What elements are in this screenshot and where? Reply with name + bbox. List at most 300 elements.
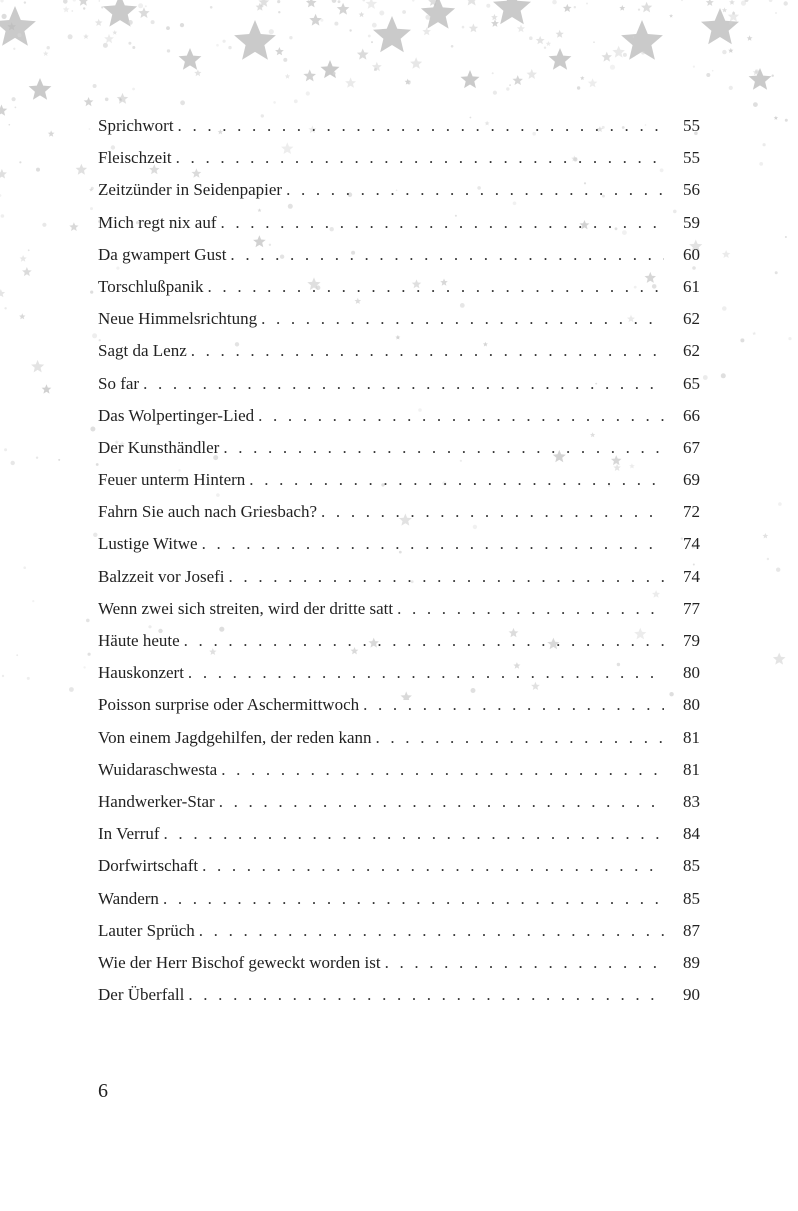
toc-entry[interactable] — [98, 657, 700, 689]
star-shape — [76, 164, 88, 175]
star-dot — [785, 119, 788, 122]
star-dot — [90, 427, 95, 432]
toc-entry[interactable] — [98, 174, 700, 206]
star-dot — [167, 49, 170, 52]
toc-leader-dots — [376, 722, 665, 754]
star-dot — [729, 21, 733, 25]
toc-entry-page: 89 — [683, 952, 700, 972]
star-shape — [104, 34, 114, 43]
toc-entry[interactable] — [98, 561, 700, 593]
star-dot — [681, 0, 683, 1]
page-number: 6 — [98, 1080, 108, 1102]
star-shape — [138, 7, 149, 18]
star-shape — [465, 0, 478, 6]
toc-leader-dots — [286, 174, 664, 206]
star-dot — [12, 97, 16, 101]
table-of-contents — [98, 110, 700, 1011]
star-dot — [320, 19, 323, 22]
toc-leader-dots — [191, 335, 664, 367]
toc-leader-dots — [385, 947, 664, 979]
star-dot — [544, 47, 546, 49]
toc-leader-dots — [261, 303, 664, 335]
star-dot — [16, 654, 18, 656]
toc-entry-page: 62 — [683, 309, 700, 329]
star-dot — [759, 162, 763, 166]
star-shape — [366, 0, 378, 9]
star-dot — [2, 14, 7, 19]
star-dot — [145, 5, 147, 7]
toc-entry-page: 85 — [683, 856, 700, 876]
star-dot — [36, 168, 40, 172]
star-dot — [574, 6, 576, 8]
star-dot — [763, 143, 766, 146]
star-dot — [693, 66, 695, 68]
toc-leader-dots — [184, 625, 664, 657]
toc-entry-title: In Verruf — [98, 824, 160, 844]
star-dot — [425, 15, 430, 20]
toc-entry-page: 80 — [683, 663, 700, 683]
star-shape — [422, 27, 431, 35]
toc-leader-dots — [397, 593, 664, 625]
star-dot — [283, 58, 287, 62]
star-dot — [729, 86, 733, 90]
toc-entry-page: 61 — [683, 276, 700, 296]
star-shape — [357, 49, 369, 60]
star-dot — [372, 23, 377, 28]
star-dot — [86, 619, 90, 623]
toc-entry[interactable] — [98, 400, 700, 432]
star-shape — [728, 48, 733, 53]
star-dot — [23, 566, 26, 569]
star-shape — [563, 4, 572, 12]
star-dot — [486, 4, 490, 8]
star-dot — [93, 533, 97, 537]
star-dot — [92, 333, 97, 338]
star-shape — [580, 76, 584, 80]
star-dot — [371, 41, 373, 43]
star-dot — [0, 0, 3, 3]
toc-entry-title: Zeitzünder in Seidenpapier — [98, 180, 283, 200]
star-dot — [277, 0, 280, 3]
toc-entry-title: Fleischzeit — [98, 148, 172, 168]
star-dot — [83, 7, 85, 9]
toc-entry-page: 55 — [683, 116, 700, 135]
star-dot — [83, 666, 85, 668]
star-shape — [117, 93, 128, 104]
toc-entry-page: 85 — [683, 888, 700, 908]
star-dot — [11, 461, 15, 465]
toc-entry-title: Neue Himmelsrichtung — [98, 309, 258, 329]
star-dot — [63, 0, 68, 4]
star-shape — [747, 35, 753, 41]
star-dot — [407, 80, 411, 84]
star-dot — [529, 36, 533, 40]
star-dot — [732, 12, 735, 15]
star-dot — [32, 600, 34, 602]
toc-entry-page: 66 — [683, 405, 700, 425]
toc-entry-title: Da gwampert Gust — [98, 244, 227, 264]
star-dot — [509, 84, 511, 86]
star-dot — [128, 42, 131, 45]
star-dot — [47, 46, 50, 49]
toc-entry-page: 80 — [683, 695, 700, 715]
toc-entry[interactable] — [98, 432, 700, 464]
toc-entry[interactable] — [98, 947, 700, 979]
toc-entry[interactable] — [98, 625, 700, 657]
toc-entry-title: Dorfwirtschaft — [98, 856, 199, 876]
toc-entry[interactable] — [98, 915, 700, 947]
star-dot — [740, 338, 744, 342]
star-shape — [22, 267, 32, 276]
toc-entry-page: 74 — [683, 566, 700, 586]
star-shape — [612, 46, 625, 58]
toc-entry-page: 65 — [683, 373, 700, 393]
star-dot — [506, 87, 509, 90]
star-dot — [593, 41, 595, 43]
star-shape — [752, 332, 756, 336]
toc-leader-dots — [221, 754, 664, 786]
star-shape — [491, 14, 498, 20]
star-dot — [333, 72, 336, 75]
toc-entry-page: 67 — [683, 437, 700, 457]
star-shape — [469, 24, 478, 33]
toc-leader-dots — [202, 850, 664, 882]
toc-entry-page: 62 — [683, 341, 700, 361]
star-dot — [633, 36, 635, 38]
star-dot — [24, 1, 26, 3]
toc-entry[interactable] — [98, 110, 700, 142]
toc-leader-dots — [249, 464, 664, 496]
star-shape — [763, 533, 769, 538]
star-dot — [1, 214, 5, 218]
toc-entry-page: 56 — [683, 180, 700, 200]
toc-leader-dots — [188, 979, 664, 1011]
star-shape — [461, 70, 480, 88]
star-dot — [289, 36, 292, 39]
toc-entry-title: So far — [98, 373, 140, 393]
star-dot — [785, 236, 787, 238]
star-shape — [63, 6, 70, 12]
star-dot — [363, 0, 366, 1]
toc-leader-dots — [258, 400, 664, 432]
star-shape — [556, 30, 564, 38]
star-shape — [546, 41, 551, 46]
star-dot — [374, 68, 377, 71]
star-dot — [27, 677, 30, 680]
toc-entry[interactable] — [98, 754, 700, 786]
toc-leader-dots — [229, 561, 664, 593]
toc-leader-dots — [223, 432, 664, 464]
star-dot — [216, 44, 219, 47]
star-dot — [128, 20, 133, 25]
toc-entry-page: 77 — [683, 598, 700, 618]
star-dot — [334, 22, 338, 26]
star-dot — [638, 9, 640, 11]
star-dot — [151, 20, 155, 24]
toc-entry[interactable] — [98, 335, 700, 367]
toc-entry-title: Sprichwort — [98, 116, 174, 135]
toc-entry-page: 69 — [683, 470, 700, 490]
star-dot — [68, 34, 73, 39]
star-dot — [166, 26, 170, 30]
toc-entry-title: Das Wolpertinger-Lied — [98, 405, 255, 425]
toc-entry-title: Lustige Witwe — [98, 534, 198, 554]
toc-entry-page: 83 — [683, 791, 700, 811]
star-dot — [4, 448, 7, 451]
toc-entry-title: Mich regt nix auf — [98, 212, 217, 232]
toc-entry-page: 74 — [683, 534, 700, 554]
star-shape — [83, 34, 89, 39]
toc-leader-dots — [202, 528, 664, 560]
star-shape — [669, 14, 673, 18]
toc-entry[interactable] — [98, 142, 700, 174]
star-dot — [9, 124, 11, 126]
toc-entry[interactable] — [98, 368, 700, 400]
star-dot — [90, 207, 93, 210]
star-shape — [773, 653, 786, 665]
star-dot — [132, 46, 135, 49]
toc-entry-page: 81 — [683, 759, 700, 779]
star-shape — [513, 75, 523, 85]
toc-entry[interactable] — [98, 271, 700, 303]
star-shape — [112, 30, 117, 35]
toc-entry[interactable] — [98, 528, 700, 560]
toc-leader-dots — [163, 883, 664, 915]
star-dot — [412, 0, 414, 2]
star-dot — [105, 98, 109, 102]
star-shape — [602, 52, 613, 62]
star-dot — [753, 102, 758, 107]
star-dot — [19, 161, 21, 163]
toc-entry-title: Poisson surprise oder Aschermittwoch — [98, 695, 360, 715]
star-shape — [95, 19, 103, 26]
star-shape — [42, 384, 52, 393]
star-dot — [101, 6, 103, 8]
star-dot — [88, 653, 91, 656]
toc-entry-title: Fahrn Sie auch nach Griesbach? — [98, 502, 318, 522]
toc-leader-dots — [199, 915, 664, 947]
toc-leader-dots — [363, 689, 664, 721]
star-shape — [321, 60, 340, 78]
star-dot — [586, 3, 588, 5]
star-dot — [0, 194, 1, 197]
star-dot — [462, 26, 465, 29]
toc-entry[interactable] — [98, 239, 700, 271]
star-dot — [273, 101, 276, 104]
star-shape — [337, 3, 350, 15]
star-shape — [588, 78, 598, 87]
star-dot — [451, 45, 454, 48]
star-dot — [15, 107, 17, 109]
toc-leader-dots — [143, 368, 664, 400]
toc-entry-title: Hauskonzert — [98, 663, 184, 683]
star-dot — [132, 88, 135, 91]
star-dot — [42, 223, 46, 227]
star-shape — [31, 360, 44, 373]
star-dot — [703, 375, 708, 380]
star-shape — [69, 222, 78, 231]
star-shape — [303, 69, 316, 81]
toc-entry-page: 87 — [683, 920, 700, 940]
toc-entry[interactable] — [98, 818, 700, 850]
star-shape — [749, 68, 772, 90]
star-dot — [552, 0, 557, 4]
star-dot — [775, 271, 778, 274]
toc-entry-title: Wie der Herr Bischof geweckt worden ist — [98, 952, 381, 972]
star-dot — [294, 99, 298, 103]
toc-entry-page: 81 — [683, 727, 700, 747]
star-dot — [2, 675, 4, 677]
star-dot — [641, 51, 645, 55]
star-dot — [610, 65, 615, 70]
star-dot — [402, 10, 406, 14]
toc-entry[interactable] — [98, 689, 700, 721]
star-shape — [722, 7, 727, 12]
toc-entry-title: Wuidaraschwesta — [98, 759, 218, 779]
star-dot — [776, 568, 780, 572]
star-shape — [234, 20, 276, 60]
star-dot — [17, 33, 21, 37]
star-shape — [421, 0, 455, 29]
toc-entry-title: Der Kunsthändler — [98, 437, 220, 457]
star-dot — [69, 687, 74, 692]
toc-entry-page: 72 — [683, 502, 700, 522]
toc-entry-page: 59 — [683, 212, 700, 232]
star-dot — [623, 53, 627, 57]
toc-entry[interactable] — [98, 496, 700, 528]
star-dot — [722, 50, 726, 54]
star-shape — [48, 130, 55, 136]
toc-leader-dots — [321, 496, 664, 528]
toc-entry-title: Wenn zwei sich streiten, wird der dritte satt — [98, 598, 394, 618]
toc-entry[interactable] — [98, 722, 700, 754]
star-dot — [332, 0, 337, 3]
toc-entry-title: Der Überfall — [98, 985, 185, 1005]
star-shape — [722, 250, 730, 258]
star-dot — [278, 11, 280, 13]
star-dot — [228, 46, 231, 49]
star-dot — [368, 35, 371, 38]
star-shape — [536, 36, 545, 44]
star-shape — [729, 0, 735, 5]
star-dot — [90, 291, 93, 294]
star-dot — [784, 1, 788, 5]
toc-entry[interactable] — [98, 593, 700, 625]
star-dot — [99, 0, 101, 2]
star-shape — [373, 16, 411, 52]
toc-entry-page: 60 — [683, 244, 700, 264]
star-dot — [492, 72, 494, 74]
toc-entry-title: Balzzeit vor Josefi — [98, 566, 225, 586]
star-shape — [29, 78, 52, 100]
star-dot — [13, 48, 15, 50]
star-shape — [619, 5, 625, 11]
star-dot — [28, 249, 30, 251]
star-shape — [517, 25, 525, 33]
star-shape — [43, 51, 49, 56]
star-dot — [778, 502, 782, 506]
star-dot — [223, 40, 226, 43]
star-shape — [0, 289, 5, 297]
star-dot — [772, 75, 774, 77]
toc-entry-title: Sagt da Lenz — [98, 341, 187, 361]
toc-leader-dots — [221, 207, 665, 239]
star-dot — [349, 29, 351, 31]
star-shape — [491, 19, 499, 27]
star-dot — [58, 459, 60, 461]
toc-leader-dots — [188, 657, 664, 689]
toc-entry-page: 90 — [683, 985, 700, 1005]
star-dot — [138, 3, 143, 8]
star-dot — [269, 29, 274, 34]
toc-leader-dots — [164, 818, 664, 850]
star-dot — [91, 187, 94, 190]
toc-entry-title: Lauter Sprüch — [98, 920, 195, 940]
star-shape — [345, 77, 356, 87]
toc-entry-title: Von einem Jagdgehilfen, der reden kann — [98, 727, 372, 747]
toc-entry[interactable] — [98, 303, 700, 335]
toc-entry-title: Feuer unterm Hintern — [98, 470, 246, 490]
star-shape — [0, 169, 7, 179]
star-dot — [767, 558, 769, 560]
star-dot — [769, 0, 773, 2]
star-shape — [527, 69, 538, 79]
star-dot — [721, 373, 726, 378]
toc-leader-dots — [219, 786, 664, 818]
star-shape — [78, 0, 89, 6]
star-dot — [73, 0, 76, 2]
star-dot — [89, 128, 91, 130]
star-shape — [0, 6, 36, 46]
star-dot — [210, 6, 213, 9]
star-dot — [308, 0, 310, 2]
toc-entry[interactable] — [98, 207, 700, 239]
star-shape — [549, 48, 572, 70]
star-dot — [338, 0, 341, 3]
star-dot — [4, 307, 6, 309]
star-shape — [20, 255, 27, 262]
toc-leader-dots — [178, 110, 664, 142]
star-shape — [19, 313, 25, 319]
star-shape — [275, 47, 284, 55]
toc-entry-title: Wandern — [98, 888, 159, 908]
star-shape — [309, 14, 322, 26]
toc-entry-title: Handwerker-Star — [98, 791, 215, 811]
star-dot — [722, 306, 727, 311]
star-dot — [180, 100, 185, 105]
toc-leader-dots — [208, 271, 664, 303]
star-dot — [577, 86, 580, 89]
toc-leader-dots — [176, 142, 664, 174]
toc-entry[interactable] — [98, 979, 700, 1011]
star-dot — [93, 84, 97, 88]
toc-entry-title: Häute heute — [98, 631, 180, 650]
toc-entry-title: Torschlußpanik — [98, 276, 204, 296]
star-dot — [755, 70, 759, 74]
toc-entry[interactable] — [98, 786, 700, 818]
star-shape — [706, 0, 714, 6]
toc-entry[interactable] — [98, 464, 700, 496]
toc-entry[interactable] — [98, 850, 700, 882]
star-shape — [194, 69, 201, 76]
star-dot — [775, 12, 777, 14]
star-shape — [359, 12, 365, 18]
toc-entry[interactable] — [98, 883, 700, 915]
star-shape — [774, 116, 778, 120]
toc-entry-page: 79 — [683, 631, 700, 650]
star-dot — [379, 11, 384, 16]
star-dot — [493, 91, 497, 95]
